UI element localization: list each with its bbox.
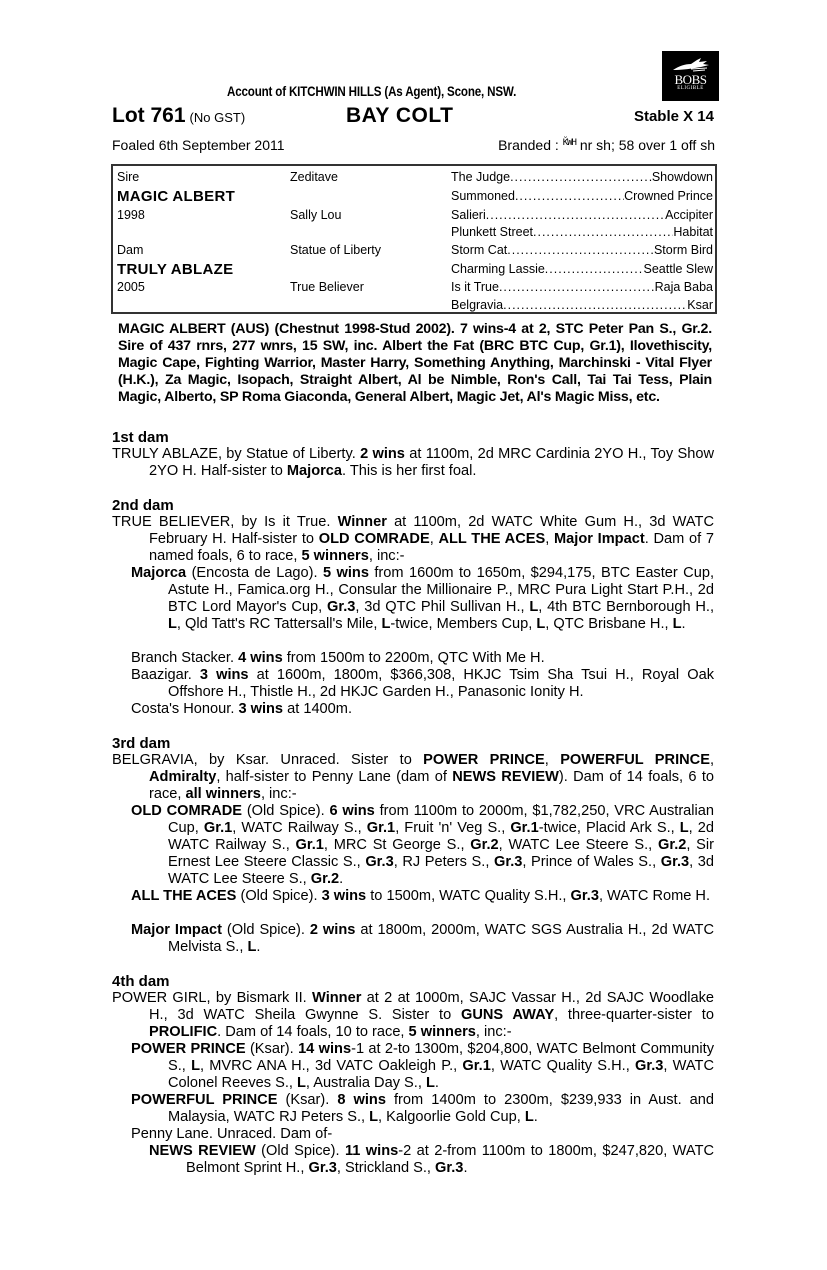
gg-sire-sire: Accipiter xyxy=(665,208,713,222)
bold-highlight: NEWS REVIEW xyxy=(452,769,559,785)
text-run: , three-quarter-sister to xyxy=(554,1007,714,1023)
text-run: Penny Lane. Unraced. Dam of- xyxy=(131,1126,333,1142)
progeny-entry xyxy=(131,667,714,701)
bold-highlight: Gr.3 xyxy=(308,1160,337,1176)
gg-sire: Storm Cat xyxy=(451,243,508,257)
bold-highlight: Gr.1 xyxy=(366,820,396,836)
gg-dam: Charming Lassie xyxy=(451,262,545,276)
text-run: , 4th BTC Bernborough H., xyxy=(538,599,715,615)
text-run: TRUE BELIEVER, by Is it True. xyxy=(112,514,338,530)
bobs-eligible-logo xyxy=(662,51,719,101)
gg-dam-sire: Seattle Slew xyxy=(643,262,713,276)
text-run: -twice, Members Cup, xyxy=(390,616,537,632)
bold-highlight: 2 wins xyxy=(309,922,356,938)
progeny-entry xyxy=(131,650,714,667)
text-run: . This is her first foal. xyxy=(342,463,477,479)
text-run: ). Dam of 14 foals, 6 to race, xyxy=(149,769,714,802)
dam-dam: True Believer xyxy=(290,280,364,294)
bold-highlight: L xyxy=(672,616,682,632)
text-run: . xyxy=(256,939,261,955)
stable-number: Stable X 14 xyxy=(633,108,714,125)
text-run: , Qld Tatt's RC Tattersall's Mile, xyxy=(176,616,382,632)
logo-subtext: ELIGIBLE xyxy=(677,86,704,91)
grandparent-row xyxy=(451,189,713,203)
text-run: . xyxy=(434,1075,439,1091)
bold-highlight: ALL THE ACES xyxy=(131,888,237,904)
bold-highlight: Gr.1 xyxy=(462,1058,491,1074)
bold-highlight: L xyxy=(168,616,177,632)
grandparent-row xyxy=(451,280,713,294)
bold-highlight: GUNS AWAY xyxy=(461,1007,555,1023)
dam-label: Dam xyxy=(117,243,144,257)
text-run: Baazigar. xyxy=(131,667,200,683)
bold-highlight: 5 winners xyxy=(301,548,369,564)
progeny-entry xyxy=(131,1126,714,1143)
text-run: , MRC St George S., xyxy=(323,837,471,853)
text-run: , RJ Peters S., xyxy=(393,854,494,870)
branded-info xyxy=(498,137,715,153)
gg-sire-sire: Storm Bird xyxy=(653,243,713,257)
bold-highlight: POWER PRINCE xyxy=(131,1041,246,1057)
bold-highlight: OLD COMRADE xyxy=(318,531,430,547)
text-run: at 1100m, 2d WATC White Gum H., 3d WATC February H. Half-sister to xyxy=(149,514,714,547)
bold-highlight: L xyxy=(524,1109,534,1125)
bold-highlight: 2 wins xyxy=(360,446,405,462)
text-run: , WATC Colonel Reeves S., xyxy=(168,1058,715,1091)
sire-label: Sire xyxy=(117,170,140,184)
section-heading-1st-dam: 1st dam xyxy=(112,429,169,446)
bold-highlight: Gr.3 xyxy=(327,599,356,615)
text-run: (Old Spice). xyxy=(255,1143,345,1159)
brand-mark-icon: K̆WH xyxy=(562,138,576,148)
bold-highlight: L xyxy=(247,939,257,955)
text-run: . Dam of 14 foals, 10 to race, xyxy=(217,1024,409,1040)
bold-highlight: 6 wins xyxy=(329,803,375,819)
lot-label: Lot 761 xyxy=(112,104,186,127)
bold-highlight: Major Impact xyxy=(131,922,222,938)
text-run: , xyxy=(544,752,561,768)
text-run: from 1600m to 1650m, $294,175, BTC Easter Cup, Astute H., Famica.org H., Consular the Millionaire P., MRC Pura Light Start P.H., 2d BTC Lord Mayor's Cup, xyxy=(168,565,714,615)
vendor-account: Account of KITCHWIN HILLS (As Agent), Scone, NSW. xyxy=(227,84,517,99)
sire-summary: MAGIC ALBERT (AUS) (Chestnut 1998-Stud 2002). 7 wins-4 at 2, STC Peter Pan S., Gr.2. Sire of 437 rnrs, 277 wnrs, 15 SW, inc. Albert the Fat (BRC BTC Cup, Gr.1), Ilovethiscity, Magic Cape, Fighting Warrior, Master Harry, Something Anything, Marchinski - Vital Flyer (H.K.), Za Magic, Isopach, Straight Albert, Al be Nimble, Ron's Call, Tai Tai Tess, Plain Magic, Alberto, SP Roma Giaconda, General Albert, Magic Jet, Al's Magic Miss, etc. xyxy=(118,321,712,405)
section-heading-2nd-dam: 2nd dam xyxy=(112,497,174,514)
bold-highlight: Majorca xyxy=(131,565,187,581)
text-run: (Old Spice). xyxy=(236,888,322,904)
text-run: . Dam of 7 named foals, 6 to race, xyxy=(149,531,715,564)
progeny-entry xyxy=(131,1092,714,1126)
branded-detail: nr sh; 58 over 1 off sh xyxy=(579,137,715,153)
bold-highlight: NEWS REVIEW xyxy=(149,1143,256,1159)
text-run: Branch Stacker. xyxy=(131,650,239,666)
bold-highlight: Winner xyxy=(337,514,387,530)
bold-highlight: L xyxy=(369,1109,379,1125)
gg-sire: The Judge xyxy=(451,170,511,184)
bold-highlight: Gr.2 xyxy=(657,837,687,853)
bold-highlight: Gr.2 xyxy=(310,871,340,887)
text-run: , xyxy=(709,752,714,768)
text-run: , half-sister to Penny Lane (dam of xyxy=(216,769,453,785)
text-run: , WATC Lee Steere S., xyxy=(498,837,658,853)
bold-highlight: Gr.3 xyxy=(634,1058,664,1074)
text-run: at 1400m. xyxy=(283,701,353,717)
grandparent-row xyxy=(451,225,713,239)
gg-sire: Salieri xyxy=(451,208,486,222)
bold-highlight: Winner xyxy=(312,990,362,1006)
bold-highlight: L xyxy=(191,1058,200,1074)
grandparent-row xyxy=(451,170,713,184)
sire-sire: Zeditave xyxy=(290,170,338,184)
dam-sire: Statue of Liberty xyxy=(290,243,382,257)
text-run: , xyxy=(429,531,439,547)
text-run: TRULY ABLAZE, by Statue of Liberty. xyxy=(112,446,361,462)
text-run: , QTC Brisbane H., xyxy=(545,616,673,632)
foaled-date: Foaled 6th September 2011 xyxy=(112,137,285,153)
text-run: , Sir Ernest Lee Steere Classic S., xyxy=(168,837,715,870)
bold-highlight: POWER PRINCE xyxy=(423,752,545,768)
text-run: POWER GIRL, by Bismark II. xyxy=(112,990,313,1006)
text-run: , WATC Railway S., xyxy=(232,820,367,836)
section-heading-3rd-dam: 3rd dam xyxy=(112,735,171,752)
text-run: . xyxy=(681,616,686,632)
sire-name: MAGIC ALBERT xyxy=(117,188,236,205)
text-run: at 2 at 1000m, SAJC Vassar H., 2d SAJC Woodlake H., 3d WATC Sheila Gwynne S. Sister to xyxy=(149,990,714,1023)
text-run: -1 at 2-to 1300m, $204,800, WATC Belmont Community S., xyxy=(168,1041,714,1074)
logo-text: BOBS xyxy=(674,72,707,87)
dam-paragraph xyxy=(112,446,714,480)
bold-highlight: L xyxy=(679,820,689,836)
text-run: , WATC Quality S.H., xyxy=(490,1058,635,1074)
text-run: , WATC Rome H. xyxy=(598,888,711,904)
gg-dam-sire: Ksar xyxy=(687,298,713,312)
branded-label: Branded : xyxy=(498,137,559,153)
progeny-entry xyxy=(131,803,714,888)
text-run: , inc:- xyxy=(368,548,405,564)
gg-sire-sire: Showdown xyxy=(651,170,713,184)
text-run: (Ksar). xyxy=(277,1092,338,1108)
dam-year: 2005 xyxy=(117,280,145,294)
gg-sire-sire: Raja Baba xyxy=(654,280,713,294)
text-run: (Old Spice). xyxy=(242,803,330,819)
bold-highlight: L xyxy=(529,599,539,615)
grandparent-row xyxy=(451,208,713,222)
bold-highlight: 11 wins xyxy=(344,1143,399,1159)
bold-highlight: Gr.3 xyxy=(435,1160,464,1176)
progeny-entry xyxy=(131,701,714,718)
text-run: , xyxy=(545,531,554,547)
text-run: at 1100m, 2d MRC Cardinia 2YO H., Toy Show 2YO H. Half-sister to xyxy=(149,446,715,479)
bold-highlight: Gr.3 xyxy=(365,854,394,870)
gg-sire: Is it True xyxy=(451,280,499,294)
bold-highlight: all winners xyxy=(185,786,261,802)
bold-highlight: Gr.1 xyxy=(295,837,324,853)
bold-highlight: 14 wins xyxy=(298,1041,352,1057)
bold-highlight: Admiralty xyxy=(149,769,217,785)
bold-highlight: L xyxy=(296,1075,306,1091)
grandparent-row xyxy=(451,243,713,257)
bold-highlight: 3 wins xyxy=(238,701,284,717)
progeny-entry xyxy=(131,888,714,905)
bold-highlight: L xyxy=(381,616,391,632)
bold-highlight: POWERFUL PRINCE xyxy=(560,752,710,768)
dam-paragraph xyxy=(112,752,714,803)
sire-dam: Sally Lou xyxy=(290,208,342,222)
text-run: Costa's Honour. xyxy=(131,701,239,717)
bold-highlight: 5 wins xyxy=(323,565,369,581)
text-run: -twice, Placid Ark S., xyxy=(538,820,680,836)
bold-highlight: POWERFUL PRINCE xyxy=(131,1092,278,1108)
gg-dam: Belgravia xyxy=(451,298,504,312)
grandparent-row xyxy=(451,262,713,276)
text-run: BELGRAVIA, by Ksar. Unraced. Sister to xyxy=(112,752,424,768)
text-run: . xyxy=(463,1160,468,1176)
bold-highlight: Gr.1 xyxy=(510,820,539,836)
dam-paragraph xyxy=(112,990,714,1041)
progeny-entry xyxy=(131,565,714,633)
text-run: from 1100m to 2000m, $1,782,250, VRC Australian Cup, xyxy=(168,803,715,836)
text-run: -2 at 2-from 1100m to 1800m, $247,820, WATC Belmont Sprint H., xyxy=(186,1143,715,1176)
gg-dam-sire: Habitat xyxy=(673,225,713,239)
bold-highlight: 5 winners xyxy=(408,1024,476,1040)
bold-highlight: 4 wins xyxy=(238,650,283,666)
bold-highlight: L xyxy=(425,1075,435,1091)
bold-highlight: Gr.3 xyxy=(493,854,523,870)
grandparent-row xyxy=(451,298,713,312)
text-run: at 1600m, 1800m, $366,308, HKJC Tsim Sha Tsui H., Royal Oak Offshore H., Thistle H., 2d HKJC Garden H., Panasonic Ionity H. xyxy=(168,667,714,700)
text-run: , inc:- xyxy=(260,786,297,802)
text-run: , 3d QTC Phil Sullivan H., xyxy=(355,599,530,615)
bold-highlight: ALL THE ACES xyxy=(438,531,546,547)
text-run: , Australia Day S., xyxy=(305,1075,426,1091)
text-run: , 3d WATC Lee Steere S., xyxy=(168,854,715,887)
progeny-entry xyxy=(131,1041,714,1092)
lot-title: BAY COLT xyxy=(346,104,454,127)
text-run: (Ksar). xyxy=(245,1041,299,1057)
text-run: from 1500m to 2200m, QTC With Me H. xyxy=(282,650,545,666)
text-run: to 1500m, WATC Quality S.H., xyxy=(366,888,571,904)
text-run: at 1800m, 2000m, WATC SGS Australia H., 2d WATC Melvista S., xyxy=(168,922,714,955)
bold-highlight: Major Impact xyxy=(554,531,645,547)
bold-highlight: Gr.2 xyxy=(470,837,499,853)
bold-highlight: 8 wins xyxy=(337,1092,386,1108)
gg-dam: Summoned xyxy=(451,189,515,203)
text-run: . xyxy=(339,871,344,887)
bold-highlight: 3 wins xyxy=(199,667,249,683)
lot-row xyxy=(112,104,714,130)
bold-highlight: 3 wins xyxy=(321,888,367,904)
sire-year: 1998 xyxy=(117,208,145,222)
dam-name: TRULY ABLAZE xyxy=(117,261,234,278)
gg-dam-sire: Crowned Prince xyxy=(624,189,713,203)
text-run: from 1400m to 2300m, $239,933 in Aust. and Malaysia, WATC RJ Peters S., xyxy=(168,1092,715,1125)
text-run: , Prince of Wales S., xyxy=(522,854,661,870)
text-run: , Fruit 'n' Veg S., xyxy=(395,820,511,836)
text-run: , MVRC ANA H., 3d VATC Oakleigh P., xyxy=(200,1058,463,1074)
dam-paragraph xyxy=(112,514,714,565)
text-run: , inc:- xyxy=(475,1024,512,1040)
bold-highlight: OLD COMRADE xyxy=(131,803,243,819)
text-run: , Kalgoorlie Gold Cup, xyxy=(378,1109,525,1125)
bold-highlight: Majorca xyxy=(286,463,343,479)
pedigree-table xyxy=(111,164,717,314)
bold-highlight: Gr.3 xyxy=(660,854,690,870)
progeny-entry xyxy=(149,1143,714,1177)
bold-highlight: L xyxy=(536,616,546,632)
gg-dam: Plunkett Street xyxy=(451,225,533,239)
gst-note: (No GST) xyxy=(189,110,246,125)
text-run: (Encosta de Lago). xyxy=(186,565,323,581)
bold-highlight: Gr.1 xyxy=(203,820,233,836)
bold-highlight: Gr.3 xyxy=(570,888,599,904)
lot-number xyxy=(112,104,245,128)
text-run: (Old Spice). xyxy=(221,922,310,938)
text-run: , 2d WATC Railway S., xyxy=(168,820,715,853)
section-heading-4th-dam: 4th dam xyxy=(112,973,170,990)
progeny-entry xyxy=(131,922,714,956)
text-run: , Strickland S., xyxy=(336,1160,436,1176)
bold-highlight: PROLIFIC xyxy=(149,1024,218,1040)
text-run: . xyxy=(533,1109,538,1125)
